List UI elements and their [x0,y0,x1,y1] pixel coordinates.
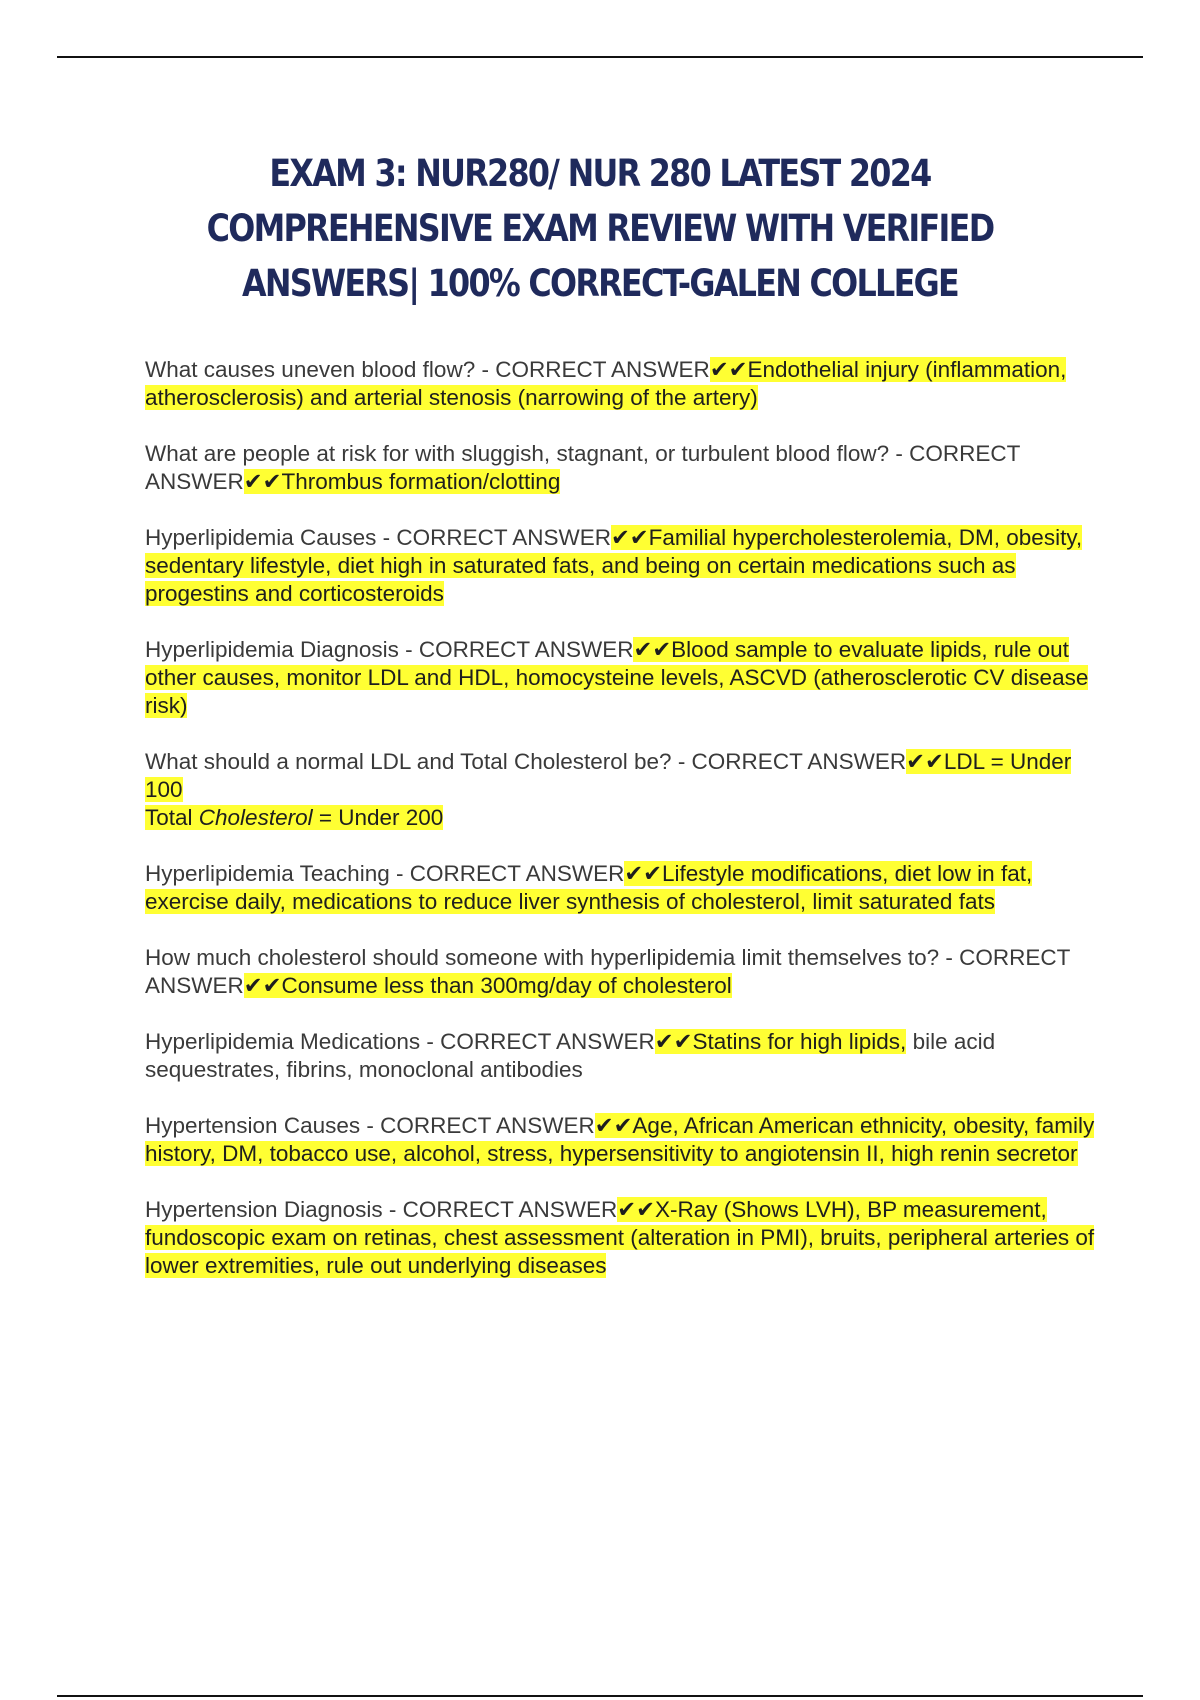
qa-item [145,944,1095,1000]
bottom-rule [57,1695,1143,1697]
answer-line-2-suffix: = Under 200 [312,805,444,830]
qa-list [145,356,1095,1308]
question-text: What causes uneven blood flow? - CORRECT ANSWER [145,357,710,382]
answer-text: ✔✔Familial hypercholesterolemia, DM, obesity, sedentary lifestyle, diet high in saturated fats, and being on certain medications such as progestins and corticosteroids [145,525,1083,606]
top-rule [57,56,1143,58]
question-text: Hyperlipidemia Medications - CORRECT ANSWER [145,1029,655,1054]
qa-item [145,860,1095,916]
qa-item [145,1196,1095,1280]
qa-item [145,748,1095,832]
answer-text-plain: bile acid sequestrates, fibrins, monoclonal antibodies [145,1029,996,1082]
qa-item [145,356,1095,412]
question-text: Hyperlipidemia Teaching - CORRECT ANSWER [145,861,625,886]
answer-text: ✔✔Statins for high lipids, [654,1029,907,1054]
question-text: What should a normal LDL and Total Cholesterol be? - CORRECT ANSWER [145,749,907,774]
qa-item [145,524,1095,608]
question-text: Hyperlipidemia Diagnosis - CORRECT ANSWER [145,637,634,662]
answer-text: ✔✔X-Ray (Shows LVH), BP measurement, fundoscopic exam on retinas, chest assessment (alteration in PMI), bruits, peripheral arteries of lower extremities, rule out underlying diseases [145,1197,1095,1278]
answer-line-2-prefix: Total [145,805,199,830]
question-text: Hyperlipidemia Causes - CORRECT ANSWER [145,525,611,550]
answer-text: ✔✔Lifestyle modifications, diet low in fat, exercise daily, medications to reduce liver synthesis of cholesterol, limit saturated fats [145,861,1033,914]
answer-text: ✔✔Endothelial injury (inflammation, atherosclerosis) and arterial stenosis (narrowing of the artery) [145,357,1067,410]
answer-line-2 [145,805,443,830]
answer-text: ✔✔LDL = Under 100 [145,749,1072,802]
answer-line-2-italic: Cholesterol [198,805,313,830]
page-title: EXAM 3: NUR280/ NUR 280 LATEST 2024 COMPREHENSIVE EXAM REVIEW WITH VERIFIED ANSWERS| 100% CORRECT-GALEN COLLEGE [206,152,994,305]
qa-item [145,440,1095,496]
question-text: Hypertension Causes - CORRECT ANSWER [145,1113,595,1138]
question-text: Hypertension Diagnosis - CORRECT ANSWER [145,1197,618,1222]
qa-item [145,1028,1095,1084]
answer-text: ✔✔Age, African American ethnicity, obesity, family history, DM, tobacco use, alcohol, stress, hypersensitivity to angiotensin II, high renin secretor [145,1113,1095,1166]
answer-text: ✔✔Blood sample to evaluate lipids, rule out other causes, monitor LDL and HDL, homocysteine levels, ASCVD (atherosclerotic CV disease risk) [145,637,1089,718]
qa-item [145,1112,1095,1168]
answer-text: ✔✔Consume less than 300mg/day of cholesterol [243,973,732,998]
qa-item [145,636,1095,720]
answer-text: ✔✔Thrombus formation/clotting [243,469,561,494]
question-text: What are people at risk for with sluggish, stagnant, or turbulent blood flow? - CORRECT ANSWER [145,441,1020,494]
question-text: How much cholesterol should someone with hyperlipidemia limit themselves to? - CORRECT ANSWER [145,945,1070,998]
